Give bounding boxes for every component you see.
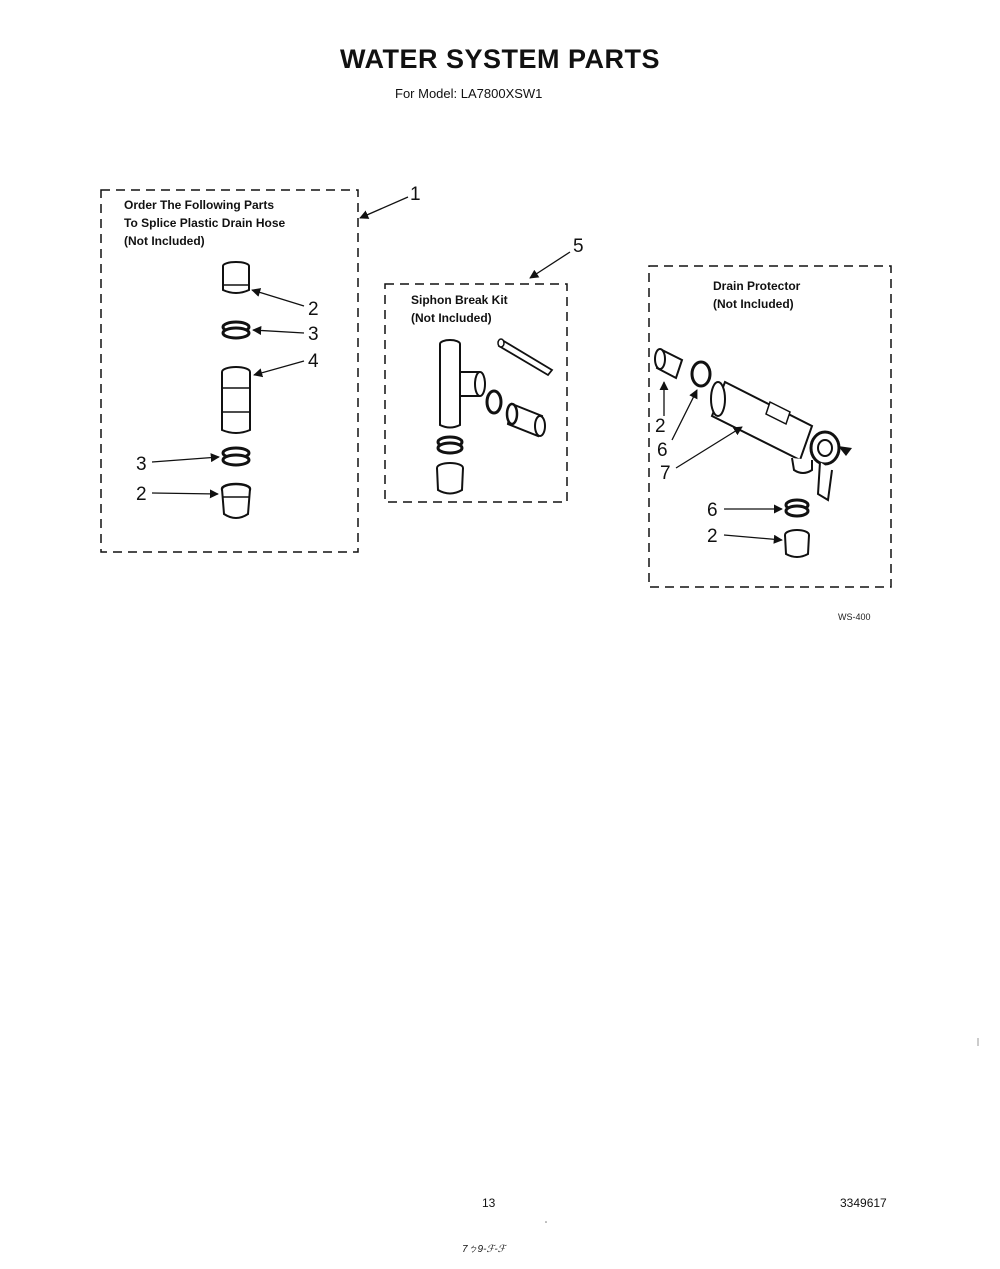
document-number: 3349617 [840,1196,887,1210]
splice-connector [222,367,250,433]
splice-ring-bottom [223,448,249,465]
callout-drain-2b: 2 [707,526,718,547]
callout-splice-3a: 3 [308,324,319,345]
splice-ring-top [223,322,249,338]
splice-box-label-2: To Splice Plastic Drain Hose [124,216,286,230]
siphon-connector-side [507,404,545,436]
splice-clamp-top [223,262,249,293]
splice-box-label-3: (Not Included) [124,234,205,248]
splice-box-label-1: Order The Following Parts [124,198,275,212]
drain-clamp-bottom [785,530,809,557]
figure-code: WS-400 [838,612,871,622]
footer-note: 7ㄅ9-ℱ-ℱ [462,1244,506,1255]
siphon-ring-side [487,391,501,413]
drain-ring-left [692,362,710,386]
siphon-box-label-1: Siphon Break Kit [411,293,508,307]
splice-clamp-bottom [222,484,250,518]
siphon-ring-bottom [438,437,462,453]
page-number: 13 [482,1196,496,1210]
callout-drain-7: 7 [660,463,671,484]
callout-splice-3b: 3 [136,454,147,475]
callout-drain-2a: 2 [655,416,666,437]
siphon-clamp-bottom [437,463,463,494]
siphon-pin [498,339,552,375]
callout-5: 5 [573,236,584,257]
model-subtitle: For Model: LA7800XSW1 [395,86,543,101]
page-title: WATER SYSTEM PARTS [339,44,660,74]
callout-splice-2b: 2 [136,484,147,505]
drain-clamp-left [655,349,682,378]
siphon-tee-fitting [440,340,485,428]
callout-splice-4: 4 [308,351,319,372]
callout-splice-2a: 2 [308,299,319,320]
callout-1: 1 [410,184,421,205]
callout-drain-6a: 6 [657,440,668,461]
drain-box-label-2: (Not Included) [713,297,794,311]
siphon-box-label-2: (Not Included) [411,311,492,325]
drain-ring-bottom [786,500,808,516]
drain-box-label-1: Drain Protector [713,279,801,293]
drain-protector-body [711,382,852,500]
callout-drain-6b: 6 [707,500,718,521]
